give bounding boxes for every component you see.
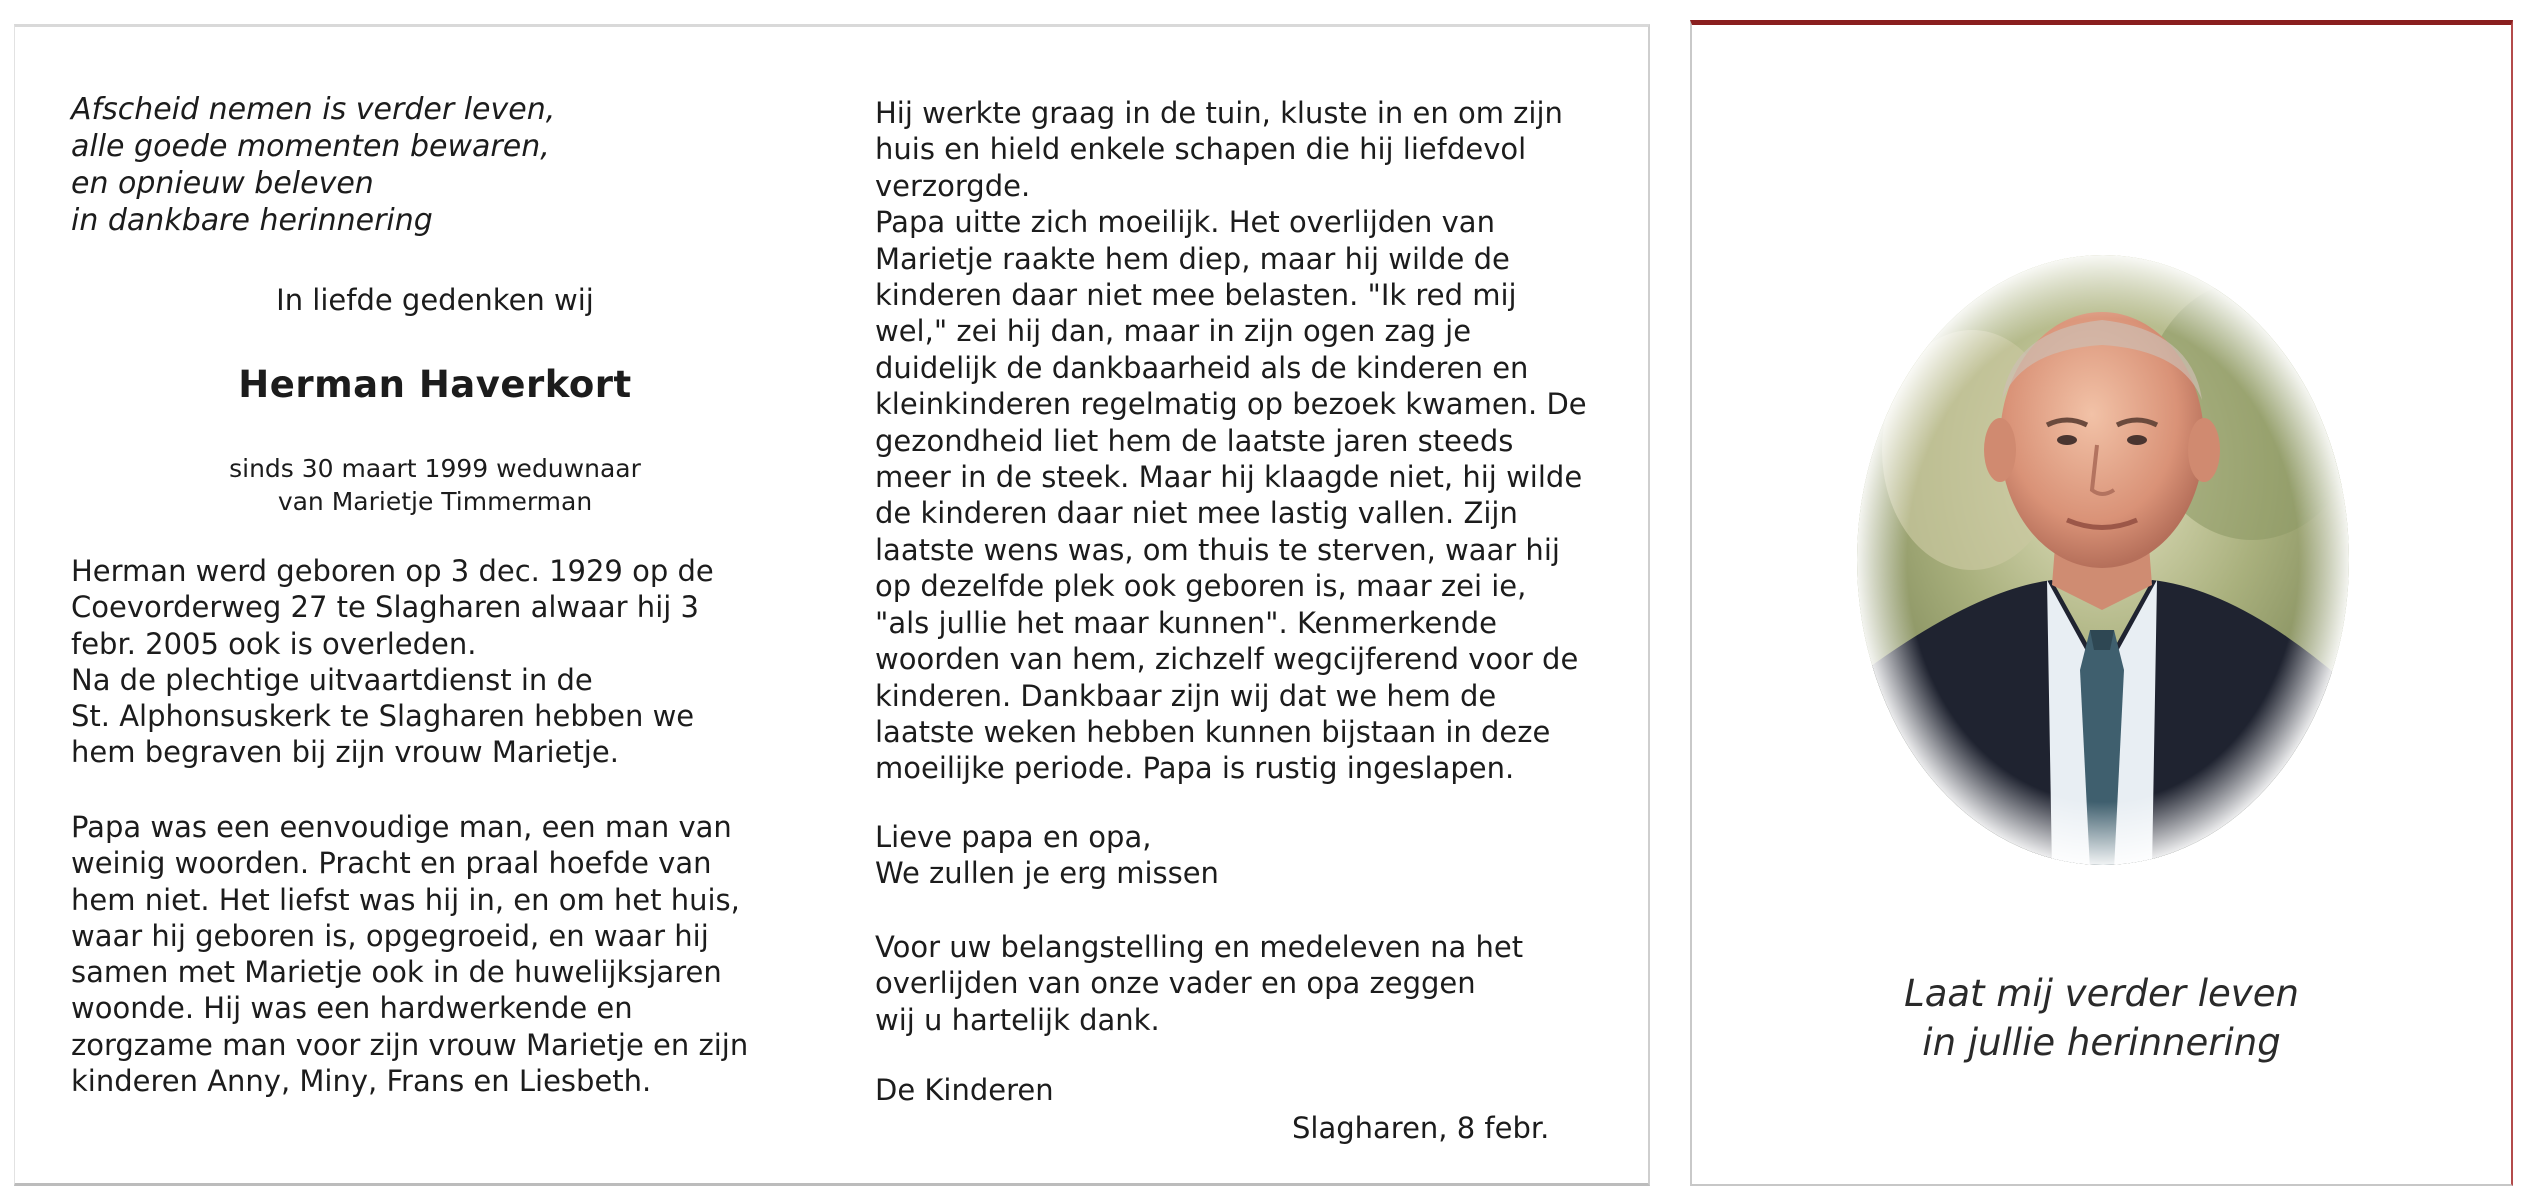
portrait-photo-icon: [1852, 250, 2354, 870]
papa-line: woonde. Hij was een hardwerkende en: [71, 991, 633, 1026]
story-line: Marietje raakte hem diep, maar hij wilde de: [875, 241, 1510, 276]
story-line: laatste wens was, om thuis te sterven, waar hij: [875, 532, 1560, 567]
bio-line: Na de plechtige uitvaartdienst in de: [71, 662, 593, 697]
thanks-line: overlijden van onze vader en opa zeggen: [875, 966, 1476, 1001]
life-story-paragraph: [875, 95, 1587, 787]
story-line: huis en hield enkele schapen die hij liefdevol: [875, 132, 1527, 167]
poem-line: in dankbare herinnering: [71, 203, 433, 238]
biography-paragraph: [71, 553, 714, 771]
poem-line: Afscheid nemen is verder leven,: [71, 92, 556, 127]
bio-line: Coevorderweg 27 te Slagharen alwaar hij 3: [71, 590, 699, 625]
papa-line: hem niet. Het liefst was hij in, en om het huis,: [71, 882, 740, 917]
papa-line: zorgzame man voor zijn vrouw Marietje en zijn: [71, 1027, 749, 1062]
thanks-line: wij u hartelijk dank.: [875, 1002, 1160, 1037]
memorial-quote: [1692, 969, 2511, 1067]
papa-line: samen met Marietje ook in de huwelijksjaren: [71, 955, 722, 990]
poem: [71, 91, 555, 239]
story-line: wel," zei hij dan, maar in zijn ogen zag je: [875, 314, 1472, 349]
story-line: duidelijk de dankbaarheid als de kinderen en: [875, 350, 1529, 385]
story-line: Hij werkte graag in de tuin, kluste in en om zijn: [875, 96, 1563, 130]
signature: De Kinderen: [875, 1073, 1054, 1107]
papa-line: waar hij geboren is, opgegroeid, en waar hij: [71, 918, 709, 953]
story-line: kleinkinderen regelmatig op bezoek kwamen. De: [875, 387, 1587, 422]
deceased-name: Herman Haverkort: [238, 363, 632, 406]
poem-line: alle goede momenten bewaren,: [71, 129, 550, 164]
story-line: Papa uitte zich moeilijk. Het overlijden van: [875, 205, 1495, 240]
thanks-line: Voor uw belangstelling en medeleven na het: [875, 930, 1524, 964]
thanks-lines: [875, 929, 1523, 1038]
papa-line: kinderen Anny, Miny, Frans en Liesbeth.: [71, 1064, 652, 1099]
farewell-line: We zullen je erg missen: [875, 856, 1219, 891]
story-line: moeilijke periode. Papa is rustig ingeslapen.: [875, 751, 1515, 786]
farewell-line: Lieve papa en opa,: [875, 820, 1152, 854]
quote-line: in jullie herinnering: [1922, 1021, 2281, 1064]
place-date: Slagharen, 8 febr.: [1292, 1111, 1550, 1145]
story-line: kinderen daar niet mee belasten. "Ik red mij: [875, 278, 1517, 313]
quote-line: Laat mij verder leven: [1904, 972, 2299, 1015]
papa-line: Papa was een eenvoudige man, een man van: [71, 810, 732, 844]
papa-line: weinig woorden. Pracht en praal hoefde van: [71, 846, 712, 881]
bio-line: St. Alphonsuskerk te Slagharen hebben we: [71, 699, 695, 734]
story-line: "als jullie het maar kunnen". Kenmerkende: [875, 605, 1497, 640]
status-line: van Marietje Timmerman: [277, 487, 593, 516]
character-paragraph: [71, 809, 748, 1099]
story-line: de kinderen daar niet mee lastig vallen. Zijn: [875, 496, 1518, 531]
story-line: laatste weken hebben kunnen bijstaan in deze: [875, 714, 1551, 749]
memorial-card-text: [14, 24, 1650, 1186]
story-line: gezondheid liet hem de laatste jaren steeds: [875, 423, 1514, 458]
memorial-card-photo: [1690, 20, 2513, 1186]
marital-status: [15, 452, 855, 518]
bio-line: hem begraven bij zijn vrouw Marietje.: [71, 735, 619, 770]
story-line: woorden van hem, zichzelf wegcijferend voor de: [875, 642, 1579, 677]
story-line: kinderen. Dankbaar zijn wij dat we hem de: [875, 678, 1497, 713]
story-line: meer in de steek. Maar hij klaagde niet, hij wilde: [875, 460, 1583, 495]
status-line: sinds 30 maart 1999 weduwnaar: [229, 454, 641, 483]
intro-line: In liefde gedenken wij: [276, 283, 594, 317]
bio-line: Herman werd geboren op 3 dec. 1929 op de: [71, 554, 714, 588]
story-line: verzorgde.: [875, 168, 1031, 203]
story-line: op dezelfde plek ook geboren is, maar zei ie,: [875, 569, 1527, 604]
poem-line: en opnieuw beleven: [71, 166, 374, 201]
bio-line: febr. 2005 ook is overleden.: [71, 626, 477, 661]
farewell-lines: [875, 819, 1219, 892]
